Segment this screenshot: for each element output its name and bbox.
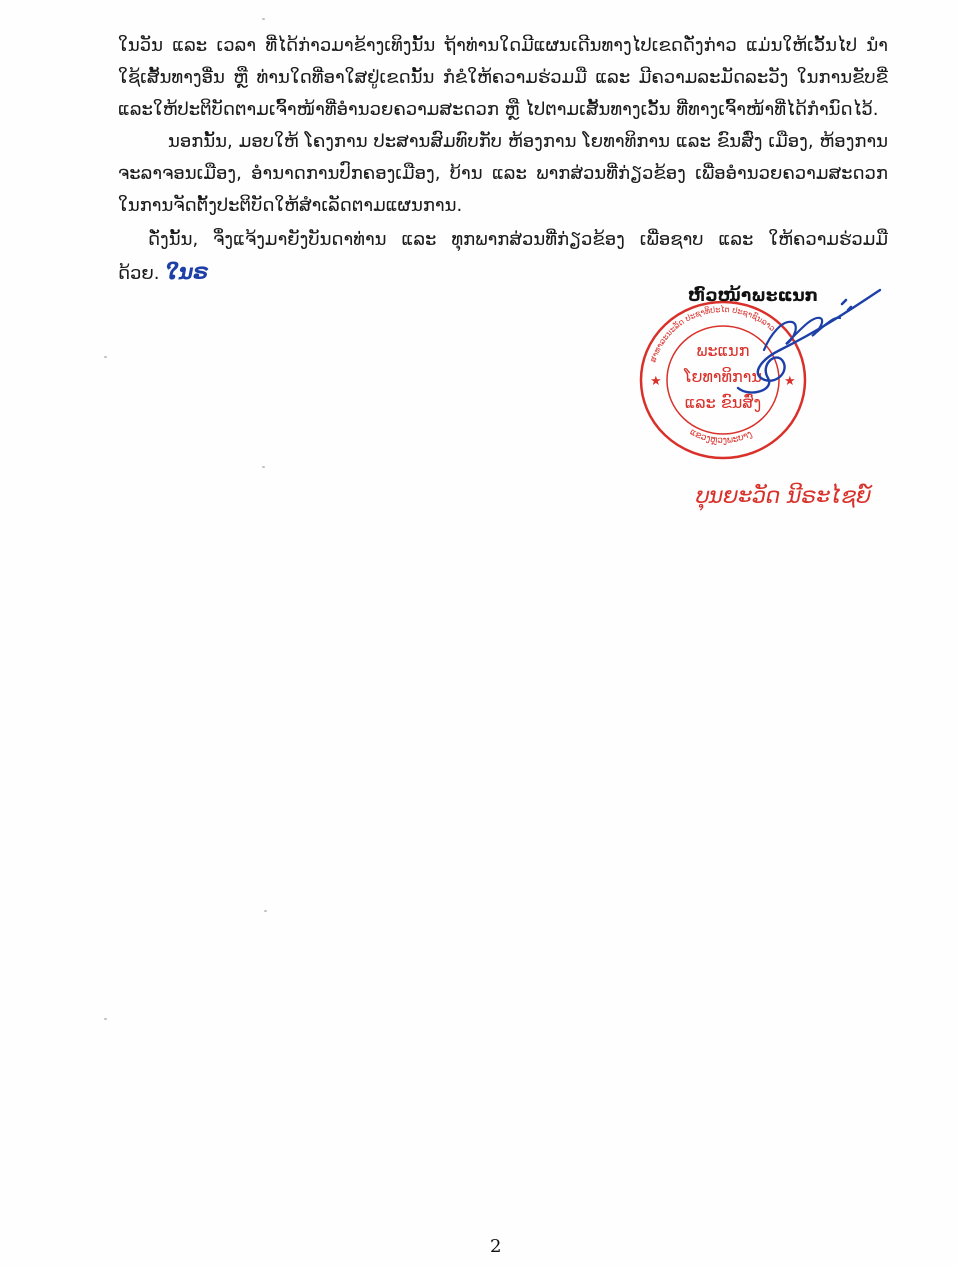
- document-body: [118, 30, 888, 290]
- stamp-ring-bottom: ແຂວງຫຼວງພະບາງ: [687, 427, 755, 446]
- stamp-star-left-icon: ★: [650, 374, 662, 389]
- paragraph-coordination: ນອກນັ້ນ, ມອບໃຫ້ ໂຄງການ ປະສານສົມທົບກັບ ຫ້ອງການ ໂຍທາທິການ ແລະ ຂົນສົ່ງ ເມືອງ, ຫ້ອງການຈະລາຈອນເມືອງ, ອໍານາດການປົກຄອງເມືອງ, ບ້ານ ແລະ ພາກສ່ວນທີ່ກ່ຽວຂ້ອງ ເພື່ອອໍານວຍຄວາມສະດວກ ໃນການຈັດຕັ້ງປະຕິບັດໃຫ້ສໍາເລັດຕາມແຜນການ.: [118, 131, 888, 216]
- stamp-line-2: ໂຍທາທິການ: [684, 367, 762, 386]
- closing-text: ດັ່ງນັ້ນ, ຈຶ່ງແຈ້ງມາຍັງບັນດາທ່ານ ແລະ ທຸກພາກສ່ວນທີ່ກ່ຽວຂ້ອງ ເພື່ອຊາບ ແລະ ໃຫ້ຄວາມຮ່ວມມືດ້ວຍ.: [118, 229, 888, 284]
- paragraph-travel-notice: ໃນວັນ ແລະ ເວລາ ທີ່ໄດ້ກ່າວມາຂ້າງເທິງນັ້ນ ຖ້າທ່ານໃດມີແຜນເດີນທາງໄປເຂດດັ່ງກ່າວ ແມ່ນໃຫ້ເວັ້ນໄປ ນໍາໃຊ້ເສັ້ນທາງອື່ນ ຫຼື ທ່ານໃດທີ່ອາໃສຢູ່ເຂດນັ້ນ ກໍຂໍໃຫ້ຄວາມຮ່ວມມື ແລະ ມີຄວາມລະມັດລະວັງ ໃນການຂັບຂີ່ແລະໃຫ້ປະຕິບັດຕາມເຈົ້າໜ້າທີ່ອໍານວຍຄວາມສະດວກ ຫຼື ໄປຕາມເສັ້ນທາງເວັ້ນ ທີ່ທາງເຈົ້າໜ້າທີ່ໄດ້ກໍານົດໄວ້.: [118, 35, 888, 120]
- scan-speck: [104, 1018, 107, 1020]
- stamp-line-3: ແລະ ຂົນສົ່ງ: [684, 393, 762, 412]
- stamp-line-1: ພະແນກ: [696, 341, 750, 360]
- page-number: 2: [490, 1236, 502, 1257]
- signatory-title: ຫົວໜ້າພະແນກ: [688, 286, 819, 306]
- handwritten-signature: [720, 280, 890, 420]
- signer-name: ບຸນຍະວັດ ນີຣະໄຊຍ໌: [696, 484, 872, 509]
- stamp-star-right-icon: ★: [784, 374, 796, 389]
- scan-speck: [262, 466, 265, 468]
- signature-scribble-icon: [720, 280, 890, 420]
- scan-speck: [262, 18, 265, 20]
- scan-speck: [264, 910, 267, 912]
- stamp-ring-top: ສາທາລະນະລັດ ປະຊາທິປະໄຕ ປະຊາຊົນລາວ: [648, 304, 777, 364]
- initials-mark: ໃນຣ: [165, 260, 209, 284]
- scan-speck: [104, 356, 107, 358]
